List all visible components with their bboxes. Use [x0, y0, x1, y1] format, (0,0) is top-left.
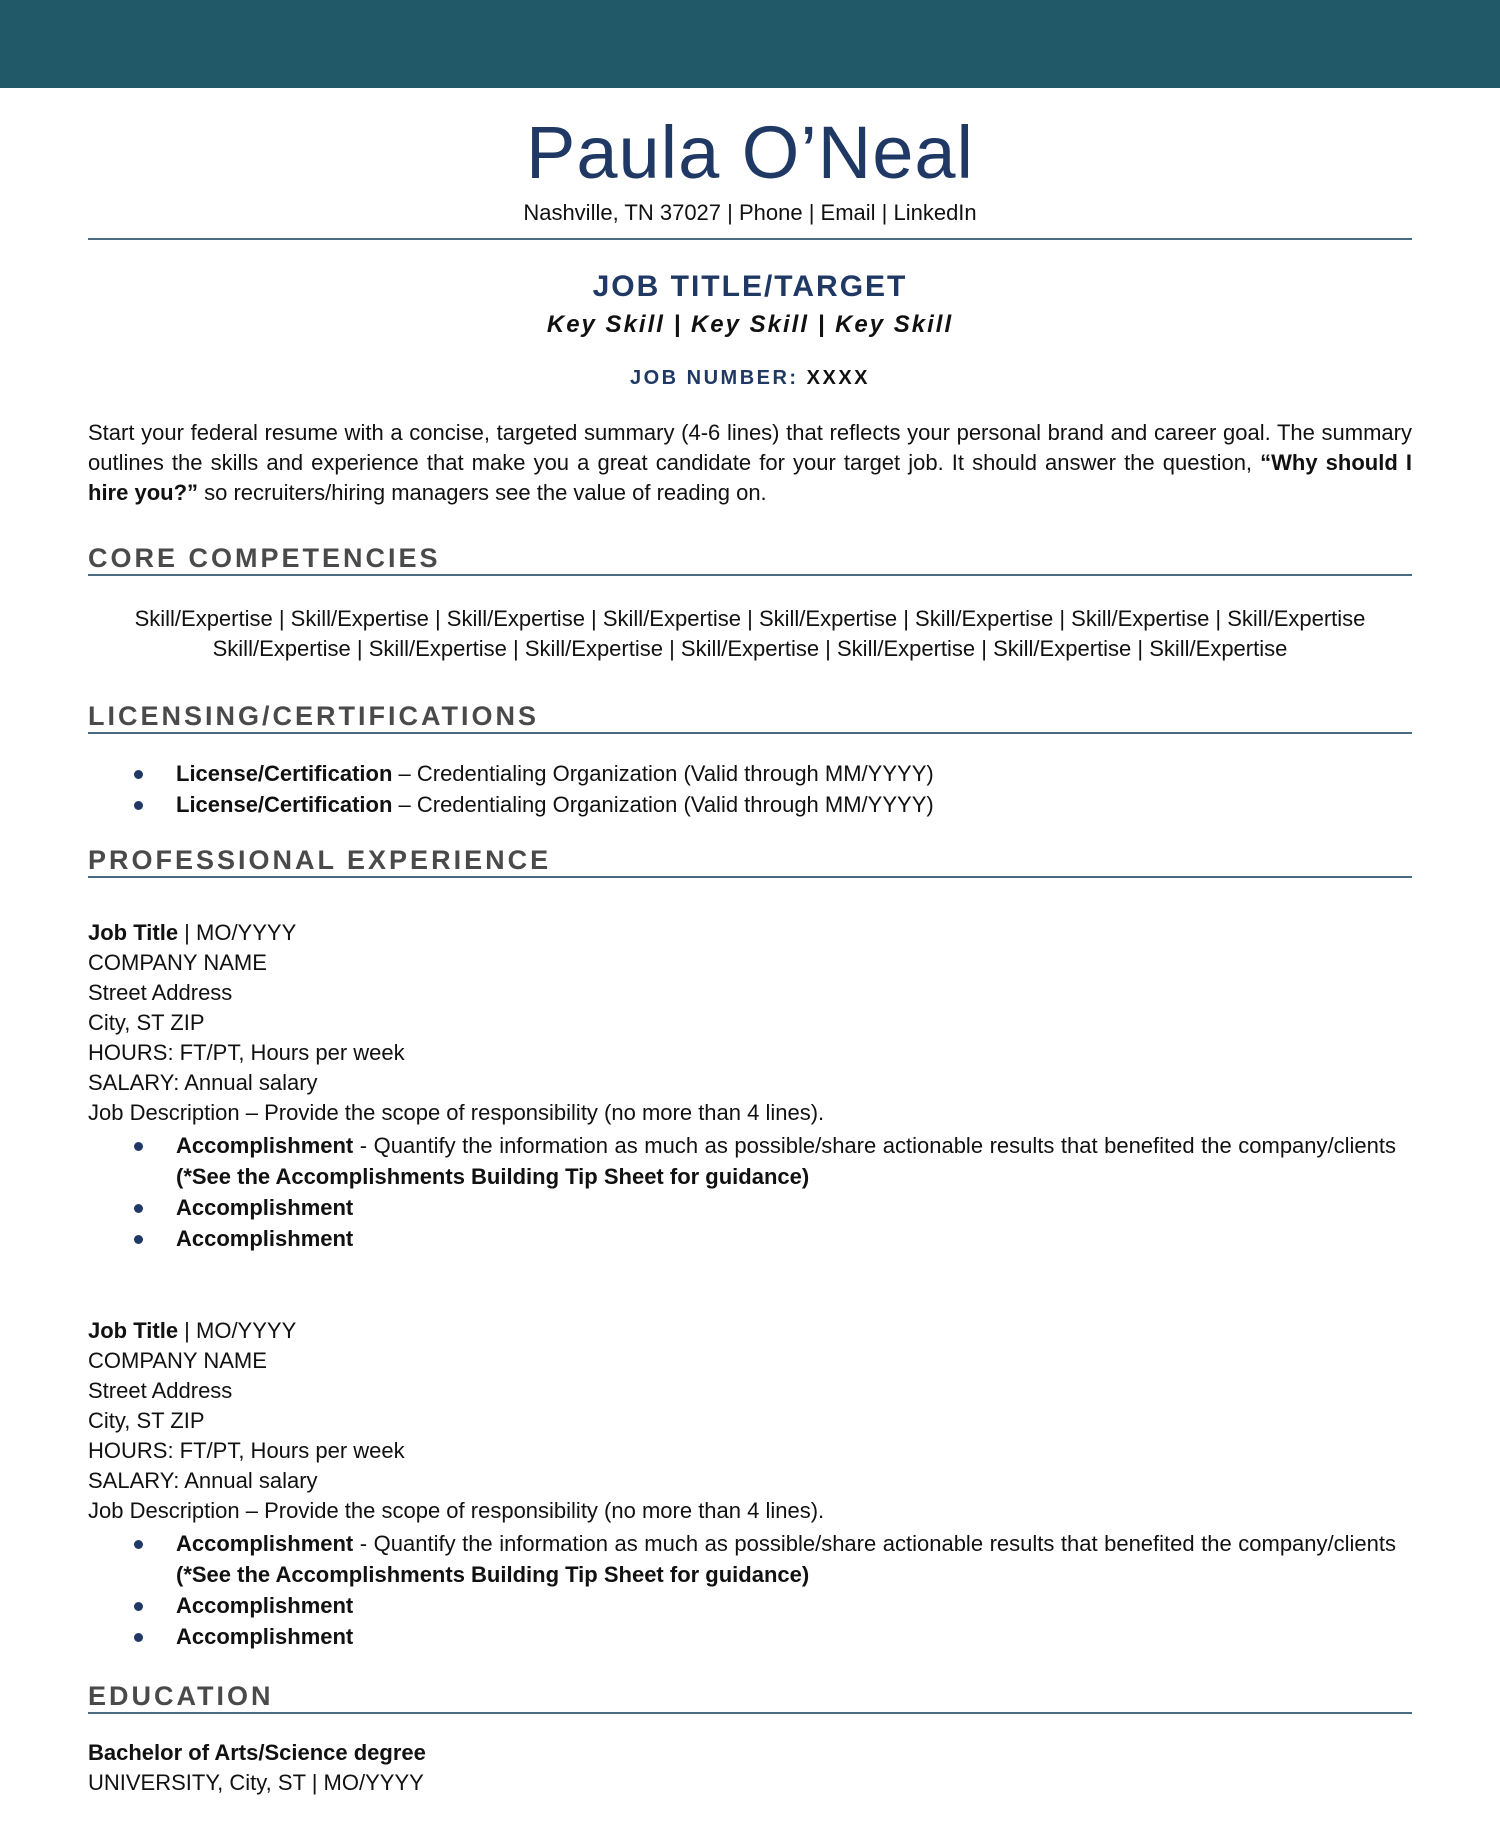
street-address: Street Address	[88, 1378, 233, 1403]
bullet-icon	[134, 770, 143, 779]
list-item: Accomplishment	[88, 1223, 1412, 1254]
bullet-icon	[134, 1540, 143, 1549]
city-state-zip: City, ST ZIP	[88, 1408, 205, 1433]
list-item: License/Certification – Credentialing Organization (Valid through MM/YYYY)	[88, 789, 1412, 820]
accomplishment-list	[88, 1528, 1412, 1652]
summary-paragraph	[88, 418, 1412, 508]
salary: SALARY: Annual salary	[88, 1070, 318, 1095]
job-title-line: Job Title | MO/YYYY	[88, 1318, 297, 1343]
bullet-icon	[134, 1142, 143, 1151]
header-rule	[88, 238, 1412, 240]
job-number	[88, 364, 1412, 392]
section-rule	[88, 574, 1412, 576]
city-state-zip: City, ST ZIP	[88, 1010, 205, 1035]
skills-row-2: Skill/Expertise | Skill/Expertise | Skill/Expertise | Skill/Expertise | Skill/Expertise | Skill/Expertise | Skill/Expertise	[212, 636, 1288, 661]
hours: HOURS: FT/PT, Hours per week	[88, 1438, 405, 1463]
resume-page	[88, 88, 1412, 1798]
list-item: Accomplishment - Quantify the information as much as possible/share actionable results that benefited the company/clients (*See the Accomplishments Building Tip Sheet for guidance)	[88, 1130, 1412, 1192]
job-description: Job Description – Provide the scope of responsibility (no more than 4 lines).	[88, 1498, 825, 1523]
summary-tail: so recruiters/hiring managers see the value of reading on.	[198, 480, 767, 505]
skills-list	[88, 604, 1412, 664]
section-licensing	[88, 694, 1412, 734]
list-item: Accomplishment	[88, 1590, 1412, 1621]
street-address: Street Address	[88, 980, 233, 1005]
list-item: Accomplishment	[88, 1192, 1412, 1223]
list-item: Accomplishment - Quantify the information as much as possible/share actionable results that benefited the company/clients (*See the Accomplishments Building Tip Sheet for guidance)	[88, 1528, 1412, 1590]
bullet-icon	[134, 1602, 143, 1611]
skills-row-1: Skill/Expertise | Skill/Expertise | Skill/Expertise | Skill/Expertise | Skill/Expertise | Skill/Expertise | Skill/Expertise | Skill/Expertise	[134, 606, 1366, 631]
section-rule	[88, 876, 1412, 878]
bullet-icon	[134, 1633, 143, 1642]
section-core-competencies	[88, 536, 1412, 576]
job-description: Job Description – Provide the scope of responsibility (no more than 4 lines).	[88, 1100, 825, 1125]
section-education	[88, 1674, 1412, 1714]
candidate-name: Paula O’Neal	[525, 111, 974, 194]
section-heading: LICENSING/CERTIFICATIONS	[88, 700, 543, 732]
section-experience	[88, 838, 1412, 878]
summary-text: Start your federal resume with a concise, targeted summary (4-6 lines) that reflects your personal brand and career goal. The summary outlines the skills and experience that make you a great candidate for your target job. It should answer the question,	[88, 420, 1412, 475]
job-title-line: Job Title | MO/YYYY	[88, 920, 297, 945]
section-heading: PROFESSIONAL EXPERIENCE	[88, 844, 555, 876]
education-entry	[88, 1738, 1412, 1798]
section-rule	[88, 732, 1412, 734]
salary: SALARY: Annual salary	[88, 1468, 318, 1493]
bullet-icon	[134, 1204, 143, 1213]
list-item: Accomplishment	[88, 1621, 1412, 1652]
key-skills: Key Skill | Key Skill | Key Skill	[546, 311, 954, 338]
university-line: UNIVERSITY, City, ST | MO/YYYY	[88, 1770, 424, 1795]
job-number-value: XXXX	[806, 367, 871, 389]
accomplishment-list	[88, 1130, 1412, 1254]
job-target-title: JOB TITLE/TARGET	[592, 270, 908, 303]
job-entry-2	[88, 1316, 1412, 1652]
section-heading: EDUCATION	[88, 1680, 278, 1712]
list-item: License/Certification – Credentialing Organization (Valid through MM/YYYY)	[88, 758, 1412, 789]
contact-line: Nashville, TN 37027 | Phone | Email | LinkedIn	[523, 200, 977, 225]
top-banner	[0, 0, 1500, 88]
degree: Bachelor of Arts/Science degree	[88, 1740, 426, 1765]
bullet-icon	[134, 801, 143, 810]
hours: HOURS: FT/PT, Hours per week	[88, 1040, 405, 1065]
section-rule	[88, 1712, 1412, 1714]
license-list	[88, 758, 1412, 820]
job-entry-1	[88, 918, 1412, 1254]
section-heading: CORE COMPETENCIES	[88, 542, 445, 574]
bullet-icon	[134, 1235, 143, 1244]
summary-bold: “Why should I hire you?”	[88, 450, 1412, 505]
company-name: COMPANY NAME	[88, 950, 267, 975]
company-name: COMPANY NAME	[88, 1348, 267, 1373]
job-number-label: JOB NUMBER:	[629, 367, 799, 389]
